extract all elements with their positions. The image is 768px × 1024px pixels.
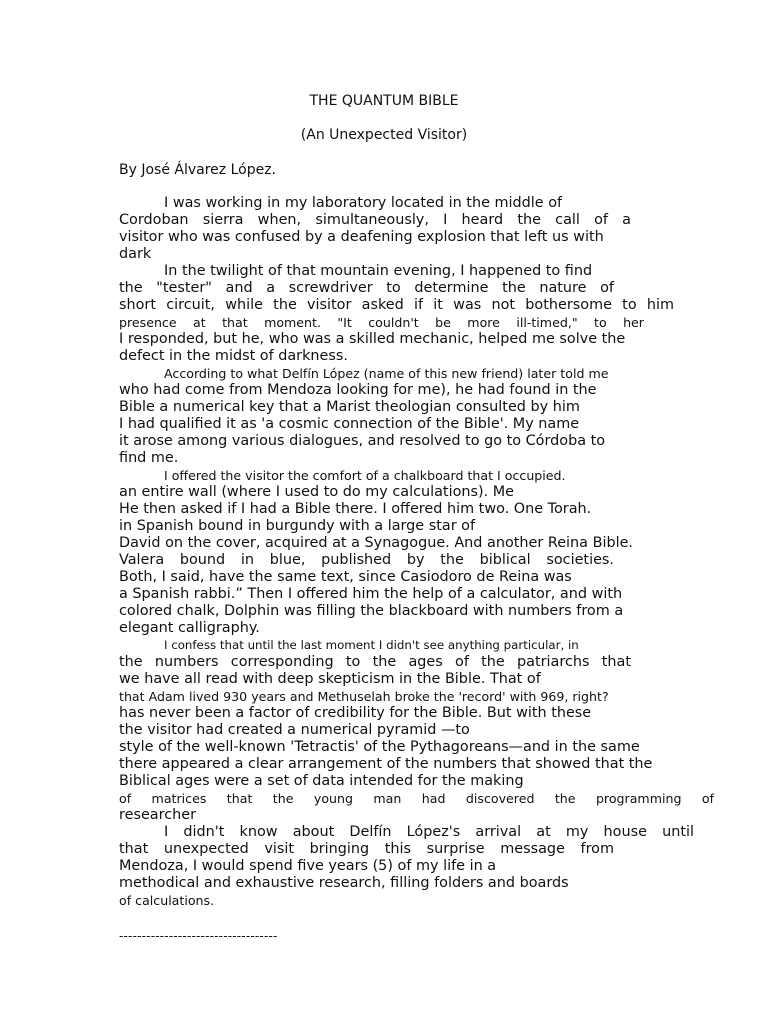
text-line: I was working in my laboratory located in the middle of [164,195,563,211]
text-line: has never been a factor of credibility for the Bible. But with these [119,705,592,721]
text-line: short circuit, while the visitor asked if it was not bothersome to him [119,297,674,313]
text-line: methodical and exhaustive research, filling folders and boards [119,875,569,891]
text-line: I had qualified it as 'a cosmic connection of the Bible'. My name [119,416,580,432]
text-line: presence at that moment. "It couldn't be more ill-timed," to her [119,315,644,330]
text-line: the visitor had created a numerical pyramid —to [119,722,470,738]
text-line: of matrices that the young man had discovered the programming of [119,791,714,806]
text-line: Biblical ages were a set of data intended for the making [119,773,524,789]
text-line: the numbers corresponding to the ages of the patriarchs that [119,654,631,670]
text-line: He then asked if I had a Bible there. I offered him two. One Torah. [119,501,592,517]
text-line: it arose among various dialogues, and resolved to go to Córdoba to [119,433,606,449]
text-line: of calculations. [119,893,215,908]
text-line: I offered the visitor the comfort of a chalkboard that I occupied. [164,468,566,483]
text-line: researcher [119,807,197,823]
text-line: According to what Delfín López (name of this new friend) later told me [164,366,609,381]
text-line: that Adam lived 930 years and Methuselah broke the 'record' with 969, right? [119,689,609,704]
text-line: in Spanish bound in burgundy with a large star of [119,518,476,534]
document-title: THE QUANTUM BIBLE [309,93,459,109]
document-body [119,195,719,909]
text-line: dark [119,246,152,262]
text-line: David on the cover, acquired at a Synagogue. And another Reina Bible. [119,535,634,551]
text-line: a Spanish rabbi.” Then I offered him the help of a calculator, and with [119,586,623,602]
text-line: an entire wall (where I used to do my calculations). Me [119,484,515,500]
text-line: elegant calligraphy. [119,620,260,636]
text-line: who had come from Mendoza looking for me), he had found in the [119,382,597,398]
text-line: I responded, but he, who was a skilled mechanic, helped me solve the [119,331,626,347]
text-line: there appeared a clear arrangement of the numbers that showed that the [119,756,653,772]
text-line: that unexpected visit bringing this surprise message from [119,841,614,857]
text-line: defect in the midst of darkness. [119,348,348,364]
text-line: we have all read with deep skepticism in the Bible. That of [119,671,541,687]
text-line: Cordoban sierra when, simultaneously, I heard the call of a [119,212,631,228]
text-line: style of the well-known 'Tetractis' of the Pythagoreans—and in the same [119,739,640,755]
text-line: Bible a numerical key that a Marist theologian consulted by him [119,399,580,415]
text-line: the "tester" and a screwdriver to determine the nature of [119,280,614,296]
text-line: Both, I said, have the same text, since Casiodoro de Reina was [119,569,572,585]
text-line: I didn't know about Delfín López's arrival at my house until [164,824,694,840]
text-line: Valera bound in blue, published by the biblical societies. [119,552,614,568]
text-line: find me. [119,450,179,466]
text-line: Mendoza, I would spend five years (5) of my life in a [119,858,497,874]
author-line: By José Álvarez López. [119,162,277,178]
document-subtitle: (An Unexpected Visitor) [300,127,468,143]
text-line: In the twilight of that mountain evening, I happened to find [164,263,593,279]
text-line: visitor who was confused by a deafening explosion that left us with [119,229,604,245]
text-line: colored chalk, Dolphin was filling the blackboard with numbers from a [119,603,624,619]
separator-rule: ----------------------------------- [119,929,278,943]
text-line: I confess that until the last moment I didn't see anything particular, in [164,638,579,652]
